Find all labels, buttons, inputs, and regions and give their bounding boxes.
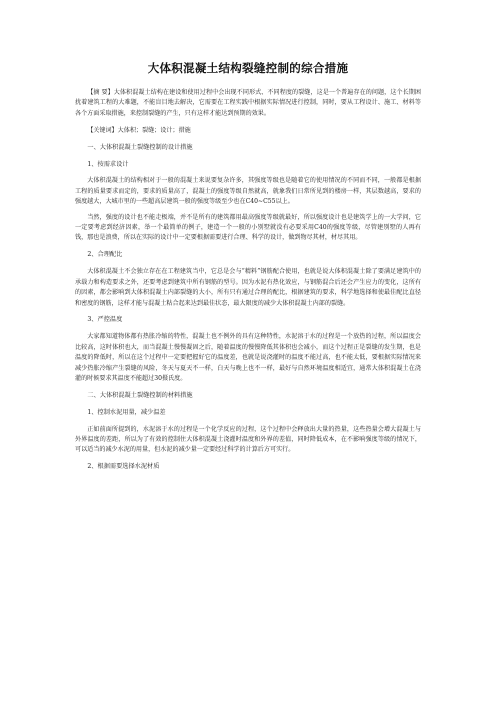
subsection-heading-2-2: 2、根据需要选择水泥材质 bbox=[87, 463, 160, 471]
keywords: 【关键词】大体积；裂缝；设计；措施 bbox=[87, 126, 191, 134]
document-page bbox=[75, 0, 421, 473]
section-heading-2: 二、大体积混凝土裂缝控制的材料措施 bbox=[87, 391, 193, 399]
page-title: 大体积混凝土结构裂缝控制的综合措施 bbox=[147, 61, 349, 75]
paragraph: 大家都知道物体都有热胀冷缩的特性，混凝土也不例外的具有这种特性，水泥溶于水的过程是一个放热的过程，所以温度会比较高，这时体积也大，而当混凝土慢慢凝固之后，随着温度的慢慢降低其体积也会减小，而这个过程正是裂缝的发生期，也是温度的降低时，所以在这个过程中一定要把握好它的温度差，也就是说浇灌时的温度不能过高，也不能太低，要根据实际情况来减少热胀冷缩产生裂缝的风险，冬天与夏天不一样，白天与晚上也不一样，最好与自然环境温度相适宜，通常大体积混凝土在浇灌的时候要求其温度不能超过30摄氏度。 bbox=[75, 333, 421, 382]
abstract: 【摘 要】大体积混凝土结构在建设和使用过程中会出现不同形式、不同程度的裂缝，这是一个普遍存在的问题，这个长期困扰着建筑工程的大难题，不能盲目地去解决，它需要在工程实践中根据实际情况进行控制，同时，要从工程设计、施工、材料等各个方面采取措施，来控制裂缝的产生，只有这样才能达到预期的效果。 bbox=[75, 89, 421, 117]
paragraph: 当然，强度的设计也不能走极端，并不是所有的建筑都用最高强度等级就最好，所以强度设计也是建筑学上的一大学问，它一定要考虑到经济因素，举一个最简单的例子，建造一个一般的小别墅就没有必要采用C40的强度等级，尽管建别墅的人再有钱，那也是浪费，所以在实际的设计中一定要根据需要进行合理、科学的设计，做到物尽其材，材尽其用。 bbox=[75, 213, 421, 242]
section-heading-1: 一、大体积混凝土裂缝控制的设计措施 bbox=[87, 143, 193, 151]
subsection-heading-1-2: 2、合理配比 bbox=[87, 251, 123, 259]
subsection-heading-2-1: 1、控制水泥用量，减少温差 bbox=[87, 408, 166, 416]
paragraph: 大体积混凝土不会独立存在在工程建筑当中，它总是会与“精料”钢筋配合使用，也就是说大体积混凝土除了要满足建筑中的承载力和构造要求之外，还要考虑到建筑中所有钢筋的型号。因为水泥有热化效应，与钢筋混合后还会产生应力的变化，这所有的因素，都会影响到大体积混凝土内部裂缝的大小，所有只有通过合理的配比，根据建筑的要求，科学地选择和使最佳配比直径和密度的钢筋，这样才能与混凝土粘合起来达到最佳状态，最大限度的减少大体积混凝土内部的裂缝。 bbox=[75, 268, 421, 307]
subsection-heading-1-3: 3、严控温度 bbox=[87, 316, 123, 324]
subsection-heading-1-1: 1、按需求设计 bbox=[87, 160, 129, 168]
paragraph: 正如前面所提到的，水泥溶于水的过程是一个化学反应的过程，这个过程中会释放出大量的热量，这些热量会增大混凝土与外界温度的差距，所以为了有效的控制住大体积混凝土浇灌时温度和外界的差值，同时降低成本，在不影响强度等级的情况下，可以适当的减少水泥的用量，但水泥的减少量一定要经过科学的计算后方可实行。 bbox=[75, 425, 421, 454]
paragraph: 大体积混凝土的结构相对于一般的混凝土来说要复杂许多，其强度等级也是随着它的使用情况的不同而不同，一般都是根据工程的质量要求而定的，要求的质量高了，混凝土的强度等级自然就高，就象我们日常所见到的楼房一样，其层数越高，要求的强度越大，大城市里的一些超高层建筑一般的强度等级至少也在C40~C55以上。 bbox=[75, 177, 421, 206]
